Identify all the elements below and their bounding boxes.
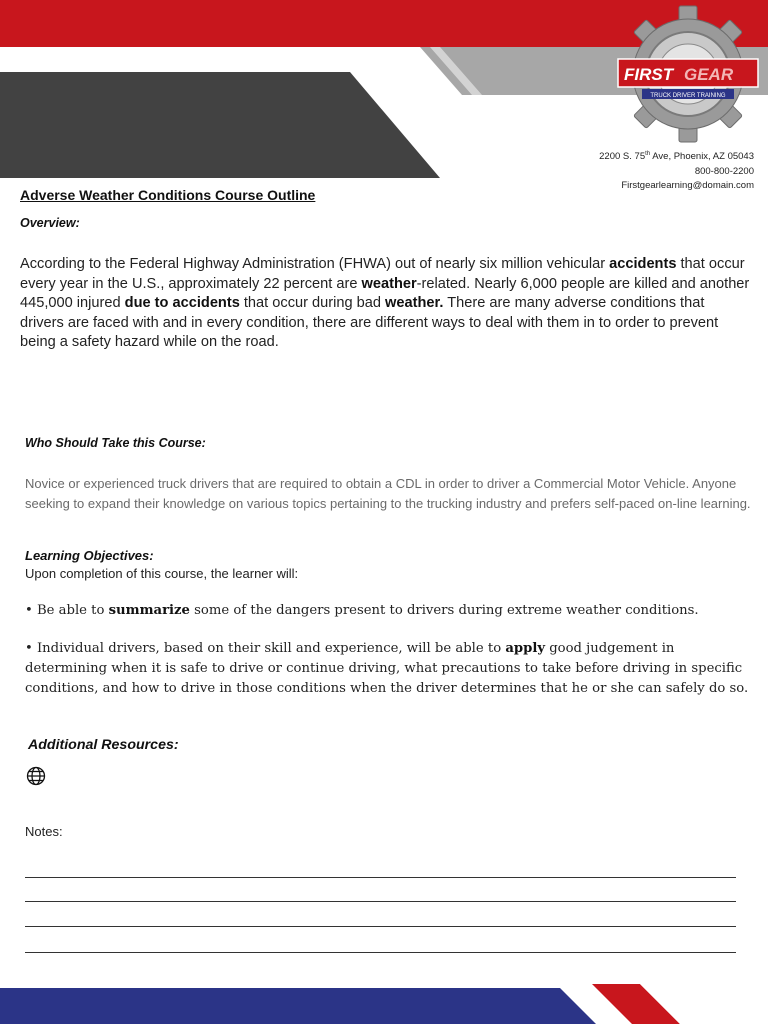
- address-line: 2200 S. 75th Ave, Phoenix, AZ 05043: [599, 151, 754, 163]
- notes-line: [25, 901, 736, 902]
- who-heading: Who Should Take this Course:: [25, 436, 206, 450]
- objective-item-summarize: • Be able to summarize some of the dangers present to drivers during extreme weather conditions.: [25, 603, 699, 618]
- logo-text-gear: GEAR: [684, 65, 734, 84]
- notes-line: [25, 952, 736, 953]
- globe-icon[interactable]: [26, 766, 46, 786]
- notes-label: Notes:: [25, 824, 63, 839]
- overview-heading: Overview:: [20, 216, 80, 230]
- resources-heading: Additional Resources:: [28, 737, 179, 753]
- objectives-heading: Learning Objectives:: [25, 548, 154, 563]
- notes-line: [25, 877, 736, 878]
- objective-item-apply: • Individual drivers, based on their skill and experience, will be able to apply good judgement in determining when it is safe to drive or continue driving, what precautions to take before driving in specific conditions, and how to drive in those conditions when the driver determines that he or she can safely do so.: [25, 641, 749, 696]
- email-address: Firstgearlearning@domain.com: [621, 180, 754, 192]
- logo-text-first: FIRST: [624, 65, 674, 84]
- objectives-intro: Upon completion of this course, the learner will:: [25, 566, 299, 581]
- overview-paragraph: According to the Federal Highway Administration (FHWA) out of nearly six million vehicular accidents that occur every year in the U.S., approximately 22 percent are weather-related. Nearly 6,000 people are killed and another 445,000 injured due to accidents that occur during bad weather. There are many adverse conditions that drivers are faced with and in every condition, there are different ways to deal with them in to order to prevent being a safety hazard while on the road.: [20, 256, 750, 351]
- who-paragraph: Novice or experienced truck drivers that are required to obtain a CDL in order to driver a Commercial Motor Vehicle. Anyone seeking to expand their knowledge on various topics pertaining to the trucking industry and prefers self-paced on-line learning.: [25, 476, 751, 511]
- document-title: Adverse Weather Conditions Course Outline: [20, 187, 316, 203]
- footer-band: [0, 984, 768, 1024]
- logo-tagline: TRUCK DRIVER TRAINING: [650, 93, 726, 99]
- notes-line: [25, 926, 736, 927]
- phone-number: 800-800-2200: [694, 165, 754, 177]
- header-dark-shape: [0, 72, 440, 178]
- contact-block: [599, 147, 754, 194]
- first-gear-logo: [612, 4, 762, 144]
